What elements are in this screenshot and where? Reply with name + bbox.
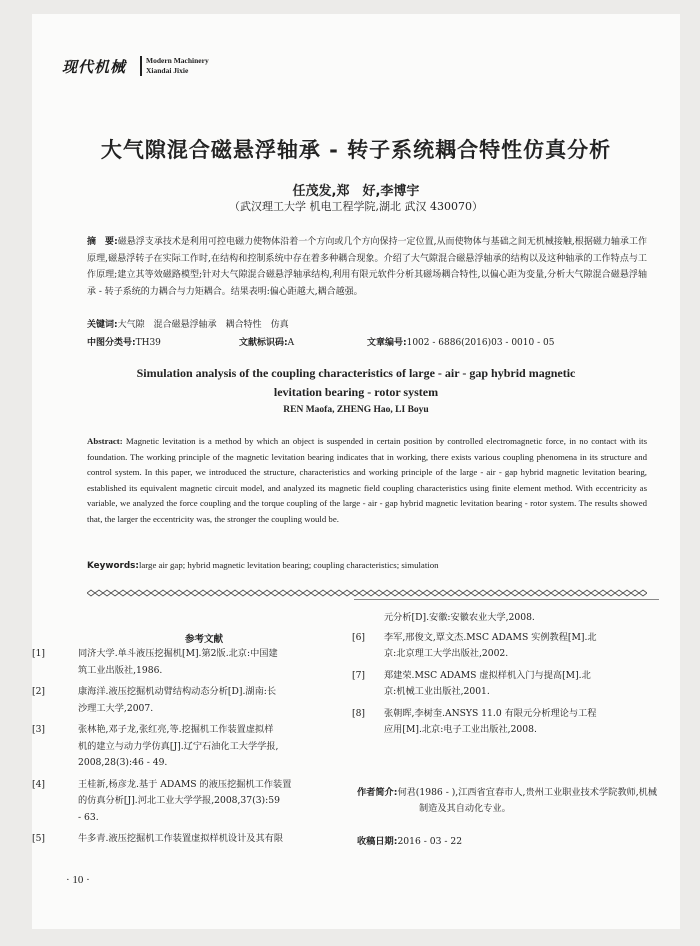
reference-item: [352, 668, 662, 701]
reference-item: [32, 777, 347, 827]
reference-item: [32, 722, 347, 772]
abstract-en-label: Abstract:: [87, 436, 123, 446]
reference-line: 张林艳,邓子龙,张红亮,等.挖掘机工作装置虚拟样: [78, 724, 274, 735]
logo-divider: [140, 56, 142, 76]
reference-number: [4]: [32, 778, 46, 790]
abstract-cn: [87, 234, 647, 300]
page-number: · 10 ·: [66, 874, 90, 886]
abstract-cn-text: 磁悬浮支承技术是利用可控电磁力使物体沿着一个方向或几个方向保持一定位置,从而使物体与基础之间无机械接触,根据磁力轴承工作原理,磁悬浮转子在实际工作时,在结构和控制系统中存在着多种耦合现象。介绍了大气隙混合磁悬浮轴承的结构以及这种轴承的工作特点与工作原理;建立其等效磁路模型;针对大气隙混合磁悬浮轴承结构,利用有限元软件分析其磁场耦合特性,以偏心距为变量,分析大气隙混合磁悬浮轴承 - 转子系统的力耦合与力矩耦合。结果表明:偏心距越大,耦合越强。: [87, 237, 647, 297]
reference-number: [1]: [32, 648, 46, 659]
paper-affiliation: （武汉理工大学 机电工程学院,湖北 武汉 430070）: [229, 200, 483, 213]
title-en-line1: Simulation analysis of the coupling characteristics of large - air - gap hybrid magnetic: [136, 366, 576, 380]
reference-number: [5]: [32, 833, 46, 844]
authors-en: REN Maofa, ZHENG Hao, LI Boyu: [283, 405, 429, 415]
reference-item: [32, 646, 347, 679]
reference-item: [32, 684, 347, 717]
reference-line: 京:机械工业出版社,2001.: [384, 686, 490, 697]
reference-line: 张朝晖,李树奎.ANSYS 11.0 有限元分析理论与工程: [384, 707, 597, 719]
received-value: 2016 - 03 - 22: [397, 836, 463, 847]
keywords-cn: [87, 317, 647, 330]
doc-code-value: A: [287, 338, 295, 348]
title-en-line2: levitation bearing - rotor system: [273, 385, 439, 399]
article-number-label: 文章编号:: [367, 338, 407, 348]
reference-line: 2008,28(3):46 - 49.: [78, 757, 168, 768]
reference-number: [6]: [352, 631, 366, 643]
keywords-en-text: large air gap; hybrid magnetic levitation bearing; coupling characteristics; simulation: [138, 560, 439, 570]
doc-code-label: 文献标识码:: [239, 338, 288, 348]
reference-line: 康海洋.液压挖掘机动臂结构动态分析[D].湖南:长: [78, 686, 277, 697]
reference-line: - 63.: [78, 811, 99, 823]
references-left: [32, 646, 347, 853]
abstract-en: [87, 434, 647, 528]
journal-name-en: Modern Machinery: [146, 56, 209, 65]
column-rule: [354, 599, 659, 600]
received-label: 收稿日期:: [357, 836, 398, 847]
paper-authors: 任茂发,郑 好,李博宇: [292, 184, 420, 199]
reference-line: 应用[M].北京:电子工业出版社,2008.: [384, 724, 537, 735]
clc-value: TH39: [135, 338, 161, 348]
reference-line: 京:北京理工大学出版社,2002.: [384, 648, 509, 659]
reference-line: 李军,邢俊文,覃文杰.MSC ADAMS 实例教程[M].北: [384, 631, 597, 643]
reference-number: [3]: [32, 724, 46, 735]
reference-item: [352, 630, 662, 663]
keywords-en-label: Keywords:: [87, 561, 139, 571]
article-number: [367, 335, 554, 348]
references-heading: 参考文献: [184, 634, 223, 645]
reference-line: 机的建立与动力学仿真[J].辽宁石油化工大学学报,: [78, 740, 279, 752]
reference-line: 的仿真分析[J].河北工业大学学报,2008,37(3):59: [78, 795, 280, 806]
document-code: [239, 335, 294, 348]
received-date: [357, 833, 462, 847]
reference-continuation: 元分析[D].安徽:安徽农业大学,2008.: [384, 612, 535, 623]
journal-logo: 现代机械: [62, 58, 127, 76]
reference-line: 牛多青.液压挖掘机工作装置虚拟样机设计及其有限: [78, 833, 284, 844]
reference-line: 筑工业出版社,1986.: [78, 664, 163, 676]
clc-number: [87, 335, 161, 348]
clc-label: 中图分类号:: [87, 338, 136, 348]
reference-number: [8]: [352, 707, 366, 719]
author-bio: [357, 785, 662, 817]
reference-number: [7]: [352, 669, 366, 681]
author-bio-label: 作者简介:: [357, 787, 398, 798]
keywords-cn-label: 关键词:: [87, 320, 118, 330]
reference-line: 同济大学.单斗液压挖掘机[M].第2版.北京:中国建: [78, 648, 278, 659]
decorative-divider: [87, 586, 647, 600]
author-bio-text: 何君(1986 - ),江西省宜春市人,贵州工业职业技术学院教师,机械制造及其自动化专业。: [397, 787, 658, 814]
abstract-en-text: Magnetic levitation is a method by which an object is suspended in certain position by controlled electromagnetic force, in no contact with its foundation. The working principle of the magnetic levitation bearing indicates that in working, there exists various coupling phenomena in its structure and control system. In this paper, we introduced the structure, characteristics and working principle of the large - air - gap hybrid magnetic levitation bearing, established its equivalent magnetic circuit model, and analyzed its magnetic field coupling characteristics using finite element method. With eccentricity as variable, we analyzed the force coupling and the torque coupling of the large - air - gap hybrid magnetic levitation bearing - rotor system. The results showed that, the larger the eccentricity was, the stronger the coupling would be.: [87, 436, 647, 524]
reference-item: [352, 706, 662, 739]
keywords-cn-text: 大气隙 混合磁悬浮轴承 耦合特性 仿真: [117, 320, 289, 330]
reference-line: 沙理工大学,2007.: [78, 702, 154, 714]
reference-line: 郑建荣.MSC ADAMS 虚拟样机入门与提高[M].北: [384, 669, 591, 681]
reference-item: [32, 831, 347, 848]
reference-line: 王桂新,杨彦龙.基于 ADAMS 的液压挖掘机工作装置: [78, 778, 292, 790]
article-number-value: 1002 - 6886(2016)03 - 0010 - 05: [406, 338, 555, 348]
keywords-en: [87, 560, 647, 571]
paper-title: 大气隙混合磁悬浮轴承 - 转子系统耦合特性仿真分析: [100, 138, 612, 162]
reference-number: [2]: [32, 686, 46, 697]
paper-page: [32, 14, 680, 929]
references-right: [352, 610, 662, 744]
abstract-cn-label: 摘 要:: [87, 237, 118, 247]
journal-name-pinyin: Xiandai Jixie: [146, 66, 189, 75]
